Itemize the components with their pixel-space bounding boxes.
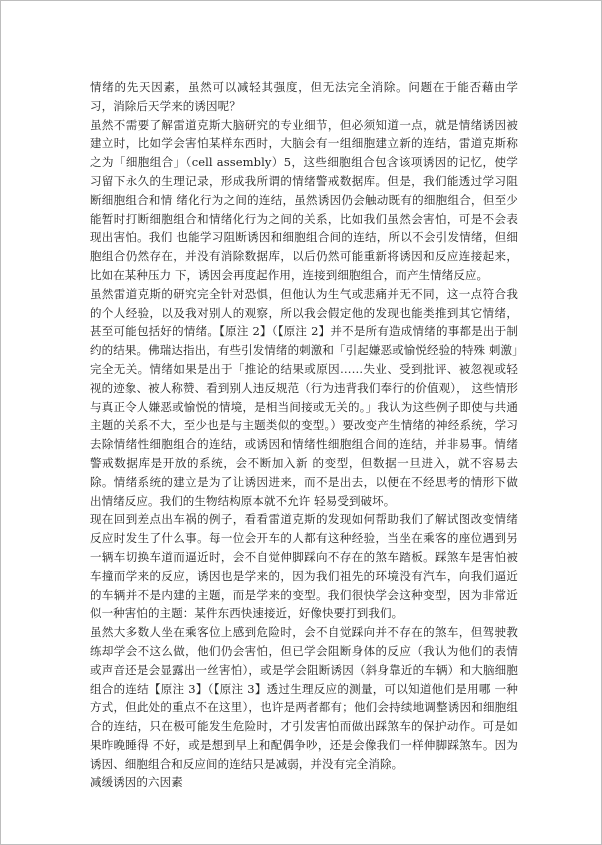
paragraph-fear-research: 虽然雷道克斯的研究完全针对恐惧，但他认为生气或悲痛并无不同，这一点符合我的个人经验，以及我对别人的观察，所以我会假定他的发现也能类推到其它情绪，甚至可能包括好的情绪。【原注 2】（【原注 2】并不是所有造成情绪的事都是出于制约的结果。佛瑞达指出，有些引发情绪的刺激和「引起嫌恶或愉悦经验的特殊 刺激」完全无关。情绪如果是出于「推论的结果或原因……失业、受到批评、被忽视或轻视的迹象、被人称赞、看到别人违反规范（行为违背我们奉行的价值观）， 这些情形与真正令人嫌恶或愉悦的情境，是相当间接或无关的。」我认为这些例子即使与共通主题的关系不大，至少也是与主题类似的变型。）要改变产生情绪的神经系统，学习去除情绪性细胞组合的连结，或诱因和情绪性细胞组合间的连结，并非易事。情绪警戒数据库是开放的系统，会不断加入新 的变型，但数据一旦进入，就不容易去除。情绪系统的建立是为了让诱因进来，而不是出去，以便在不经思考的情形下做出情绪反应。我们的生物结构原本就不允许 轻易受到破坏。 (90, 286, 518, 508)
section-heading: 减缓诱因的六因素 (90, 775, 183, 790)
paragraph-cell-assembly: 虽然不需要了解雷道克斯大脑研究的专业细节，但必须知道一点，就是情绪诱因被建立时，比如学会害怕某样东西时，大脑会有一组细胞建立新的连结，雷道克斯称 之为「细胞组合」（cell assembly）5，这些细胞组合包含该项诱因的记忆，使学习留下永久的生理记录，形成我所谓的情绪警戒数据库。但是，我们能透过学习阻断细胞组合和情 绪化行为之间的连结，虽然诱因仍会触动既有的细胞组合，但至少能暂时打断细胞组合和情绪化行为之间的关系，比如我们虽然会害怕，可是不会表现出害怕。我们 也能学习阻断诱因和细胞组合间的连结，所以不会引发情绪，但细胞组合仍然存在，并没有消除数据库，以后仍然可能重新将诱因和反应连接起来，比如在某种压力 下，诱因会再度起作用，连接到细胞组合，而产生情绪反应。 (90, 117, 518, 282)
paragraph-car-example: 现在回到差点出车祸的例子，看看雷道克斯的发现如何帮助我们了解试图改变情绪反应时发生了什么事。每一位会开车的人都有这种经验，当坐在乘客的座位遇到另 一辆车切换车道而逼近时，会不自觉伸脚踩向不存在的煞车踏板。踩煞车是害怕被车撞而学来的反应，诱因也是学来的，因为我们祖先的环境没有汽车，向我们逼近 的车辆并不是内建的主题，而是学来的变型。我们很快学会这种变型，因为非常近似一种害怕的主题：某件东西快速接近，好像快要打到我们。 (90, 512, 518, 621)
paragraph-driving-instructor: 虽然大多数人坐在乘客位上感到危险时，会不自觉踩向并不存在的煞车，但驾驶教练却学会不这么做，他们仍会害怕，但已学会阻断身体的反应（我认为他们的表情 或声音还是会显露出一丝害怕），或是学会阻断诱因（斜身靠近的车辆）和大脑细胞组合的连结【原注 3】（【原注 3】透过生理反应的测量，可以知道他们是用哪 一种方式，但此处的重点不在这里），也许是两者都有；他们会持续地调整诱因和细胞组合的连结，只在极可能发生危险时，才引发害怕而做出踩煞车的保护动作。可是如果昨晚睡得 不好，或是想到早上和配偶争吵，还是会像我们一样伸脚踩煞车。因为诱因、细胞组合和反应间的连结只是减弱，并没有完全消除。 (90, 625, 518, 771)
document-body (90, 78, 518, 792)
paragraph-intro: 情绪的先天因素，虽然可以减轻其强度，但无法完全消除。问题在于能否藉由学习，消除后天学来的诱因呢？ (90, 80, 518, 113)
